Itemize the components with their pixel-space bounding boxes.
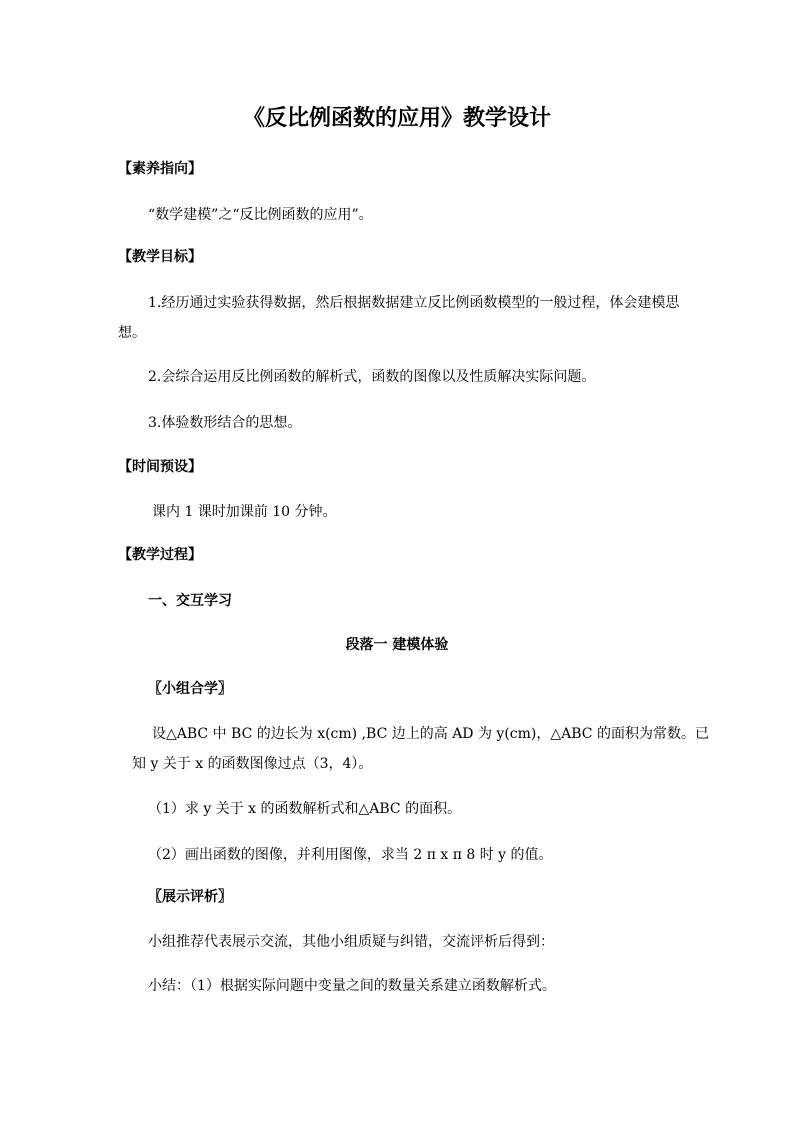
goal-item-3: 3.体验数形结合的思想。: [148, 415, 302, 431]
heading-suyang: 【素养指向】: [118, 161, 202, 177]
show-heading: 〖展示评析〗: [148, 889, 232, 905]
show-text: 小组推荐代表展示交流，其他小组质疑与纠错，交流评析后得到：: [148, 934, 554, 950]
heading-guocheng: 【教学过程】: [118, 547, 202, 563]
question-1: （1）求 y 关于 x 的函数解析式和△ABC 的面积。: [148, 801, 462, 817]
goal-item-2: 2.会综合运用反比例函数的解析式，函数的图像以及性质解决实际问题。: [148, 369, 596, 385]
document-title: 《反比例函数的应用》教学设计: [242, 105, 551, 131]
paragraph-title: 段落一 建模体验: [345, 637, 449, 653]
goal-item-1-line-2: 想。: [118, 325, 146, 341]
question-2: （2）画出函数的图像，并利用图像，求当 2 π x π 8 时 y 的值。: [148, 847, 553, 863]
time-text: 课内 1 课时加课前 10 分钟。: [152, 504, 337, 520]
suyang-text: “数学建模”之“反比例函数的应用”。: [148, 207, 373, 223]
group-heading: 〖小组合学〗: [148, 681, 232, 697]
heading-shijian: 【时间预设】: [118, 459, 202, 475]
heading-mubiao: 【教学目标】: [118, 249, 202, 265]
part-1-title: 一、交互学习: [148, 593, 232, 609]
problem-line-2: 知 y 关于 x 的函数图像过点（3，4）。: [132, 756, 373, 772]
goal-item-1-line-1: 1.经历通过实验获得数据，然后根据数据建立反比例函数模型的一般过程，体会建模思: [148, 295, 680, 311]
summary-text: 小结：（1）根据实际问题中变量之间的数量关系建立函数解析式。: [148, 978, 556, 994]
problem-line-1: 设△ABC 中 BC 的边长为 x(cm) ,BC 边上的高 AD 为 y(cm)，△ABC 的面积为常数。已: [152, 726, 709, 742]
